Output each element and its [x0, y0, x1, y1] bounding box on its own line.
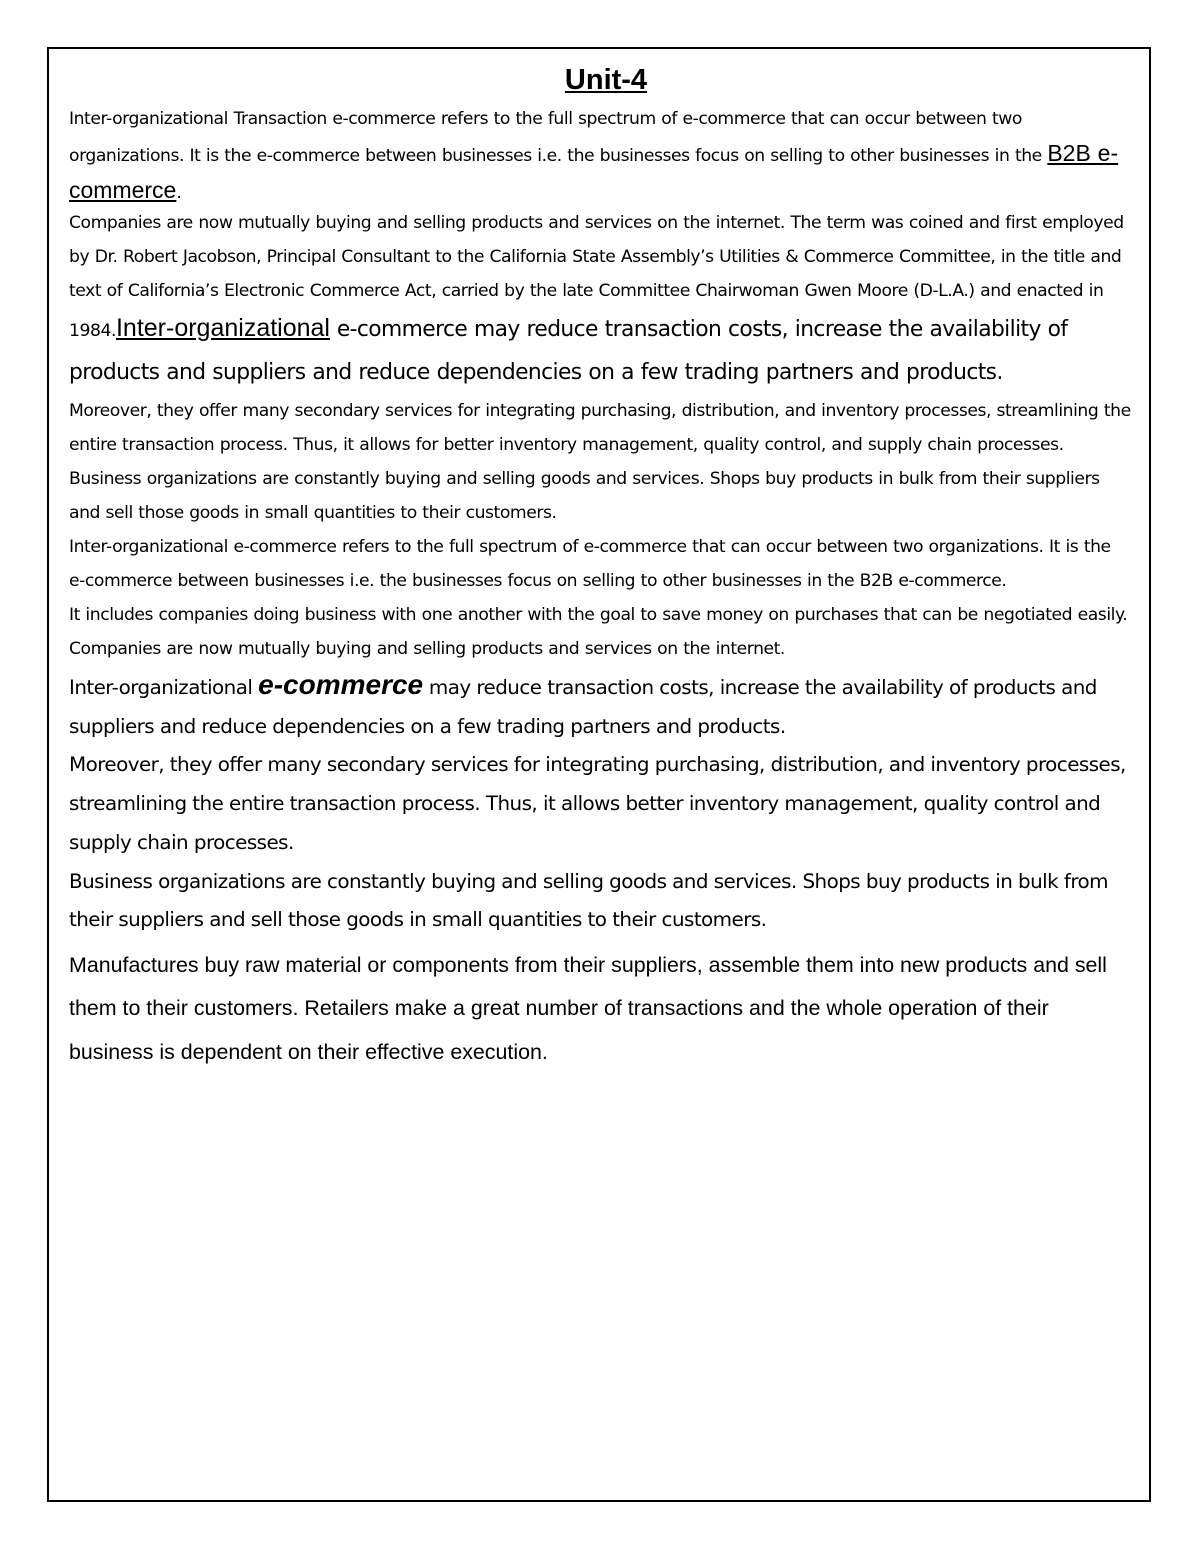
- b2b-ecommerce-link[interactable]: B2B e-commerce: [69, 140, 1119, 203]
- paragraph-business-organizations-large: Business organizations are constantly buying and selling goods and services. Shops buy products in bulk from their suppliers and sell those goods in small quantities to their customers.: [69, 869, 1108, 932]
- paragraph-text: Inter-organizational Transaction e-commerce refers to the full spectrum of e-commerce that can occur between two organizations. It is the e-commerce between businesses i.e. the businesses focus on selling to other businesses in the: [69, 109, 1048, 166]
- paragraph-text: Inter-organizational: [69, 676, 259, 699]
- paragraph-business-organizations: Business organizations are constantly buying and selling goods and services. Shops buy products in bulk from their suppliers and sell those goods in small quantities to their customers.: [69, 469, 1100, 523]
- paragraph-intro: [69, 102, 1131, 210]
- paragraph-text: may reduce transaction costs, increase the availability of products and suppliers and reduce dependencies on a few trading partners and products.: [69, 676, 1097, 738]
- page-title: Unit-4: [564, 64, 648, 96]
- ecommerce-emphasis: e-commerce: [258, 669, 424, 700]
- paragraph-secondary-services: Moreover, they offer many secondary services for integrating purchasing, distribution, and inventory processes, streamlining the entire transaction process. Thus, it allows for better inventory management, quality control, and supply chain processes.: [69, 401, 1131, 455]
- inter-organizational-link[interactable]: Inter-organizational: [115, 314, 330, 342]
- paragraph-reduce-costs: [69, 666, 1131, 746]
- document-body: [69, 58, 1131, 1074]
- paragraph-companies: It includes companies doing business with one another with the goal to save money on purchases that can be negotiated easily. Companies are now mutually buying and selling products and services on the internet.: [69, 605, 1128, 659]
- paragraph-text: .: [176, 183, 182, 203]
- paragraph-manufactures: Manufactures buy raw material or components from their suppliers, assemble them into new products and sell them to their customers. Retailers make a great number of transactions and the whole operation of their business is dependent on their effective execution.: [69, 952, 1107, 1064]
- paragraph-text: Companies are now mutually buying and selling products and services on the internet. The term was coined and first employed by Dr. Robert Jacobson, Principal Consultant to the California State Assembly’s Utilities & Commerce Committee, in the title and text of California’s Electronic Commerce Act, carried by the late Committee Chairwoman Gwen Moore (D-L.A.) and enacted in 1984.: [69, 213, 1124, 341]
- paragraph-large-text: e-commerce may reduce transaction costs, increase the availability of products and suppliers and reduce dependencies on a few trading partners and products.: [69, 317, 1068, 385]
- paragraph-definition: Inter-organizational e-commerce refers to the full spectrum of e-commerce that can occur between two organizations. It is the e-commerce between businesses i.e. the businesses focus on selling to other businesses in the B2B e-commerce.: [69, 537, 1111, 591]
- paragraph-secondary-services-large: Moreover, they offer many secondary services for integrating purchasing, distribution, and inventory processes, streamlining the entire transaction process. Thus, it allows better inventory management, quality control and supply chain processes.: [69, 753, 1126, 854]
- paragraph-history: [69, 206, 1131, 394]
